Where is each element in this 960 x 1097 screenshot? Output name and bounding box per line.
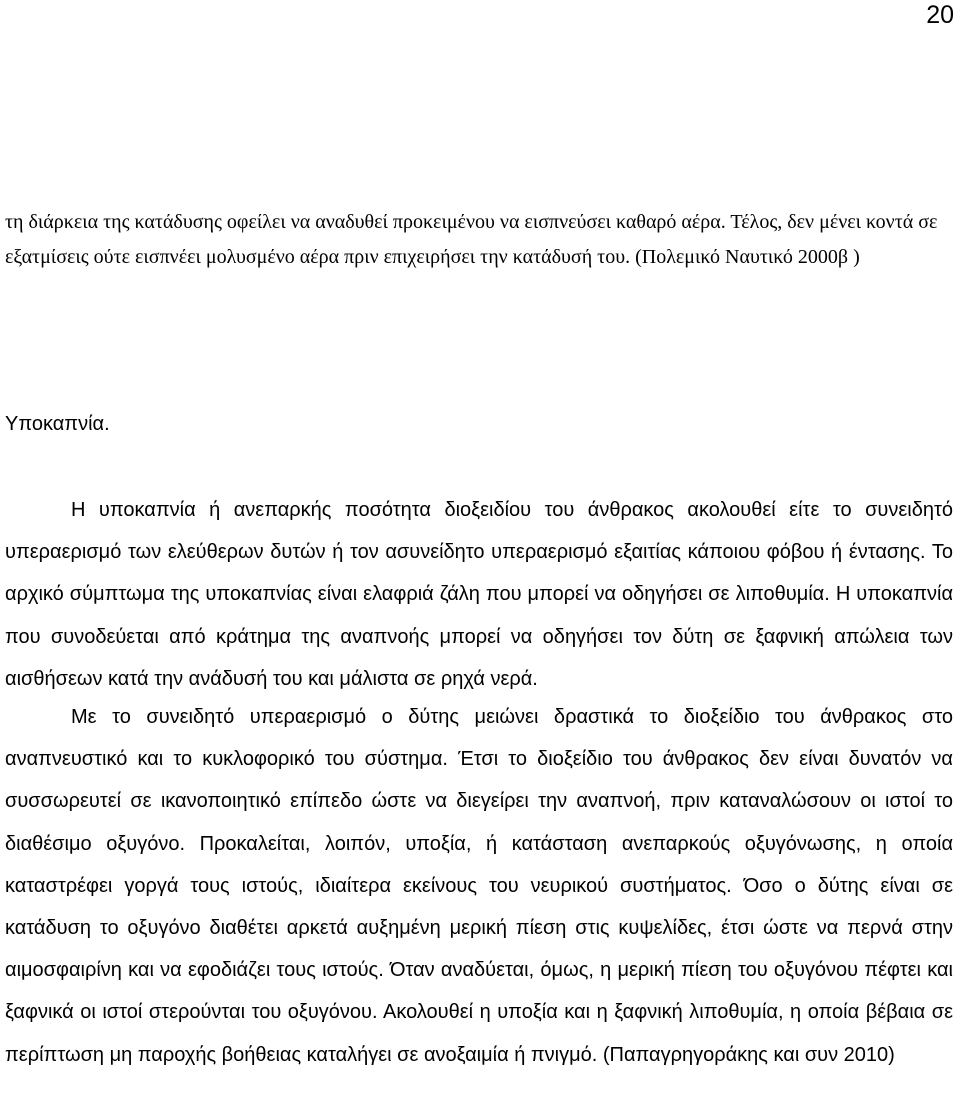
paragraph-continuation: τη διάρκεια της κατάδυσης οφείλει να αναδυθεί προκειμένου να εισπνεύσει καθαρό αέρα. Τέλος, δεν μένει κοντά σε εξατμίσεις ούτε εισπνέει μολυσμένο αέρα πριν επιχειρήσει την κατάδυσή του. (Πολεμικό Ναυτικό 2000β ) <box>5 211 938 268</box>
page-number: 20 <box>926 1 954 29</box>
paragraph-hypocapnia-definition: Η υποκαπνία ή ανεπαρκής ποσότητα διοξειδίου του άνθρακος ακολουθεί είτε το συνειδητό υπεραερισμό των ελεύθερων δυτών ή τον ασυνείδητο υπεραερισμό εξαιτίας κάποιου φόβου ή έντασης. Το αρχικό σύμπτωμα της υποκαπνίας είναι ελαφριά ζάλη που μπορεί να οδηγήσει σε λιποθυμία. Η υποκαπνία που συνοδεύεται από κράτημα της αναπνοής μπορεί να οδηγήσει τον δύτη σε ξαφνική απώλεια των αισθήσεων κατά την ανάδυσή του και μάλιστα σε ρηχά νερά. <box>5 499 953 690</box>
section-heading: Υποκαπνία. <box>5 413 110 435</box>
paragraph-hyperventilation-effects: Με το συνειδητό υπεραερισμό ο δύτης μειώνει δραστικά το διοξείδιο του άνθρακος στο αναπνευστικό και το κυκλοφορικό του σύστημα. Έτσι το διοξείδιο του άνθρακος δεν είναι δυνατόν να συσσωρευτεί σε ικανοποιητικό επίπεδο ώστε να διεγείρει την αναπνοή, πριν καταναλώσουν οι ιστοί το διαθέσιμο οξυγόνο. Προκαλείται, λοιπόν, υποξία, ή κατάσταση ανεπαρκούς οξυγόνωσης, η οποία καταστρέφει γοργά τους ιστούς, ιδιαίτερα εκείνους του νευρικού συστήματος. Όσο ο δύτης είναι σε κατάδυση το οξυγόνο διαθέτει αρκετά αυξημένη μερική πίεση στις κυψελίδες, έτσι ώστε να περνά στην αιμοσφαιρίνη και να εφοδιάζει τους ιστούς. Όταν αναδύεται, όμως, η μερική πίεση του οξυγόνου πέφτει και ξαφνικά οι ιστοί στερούνται του οξυγόνου. Ακολουθεί η υποξία και η ξαφνική λιποθυμία, η οποία βέβαια σε περίπτωση μη παροχής βοήθειας καταλήγει σε ανοξαιμία ή πνιγμό. (Παπαγρηγοράκης και συν 2010) <box>5 706 953 1066</box>
